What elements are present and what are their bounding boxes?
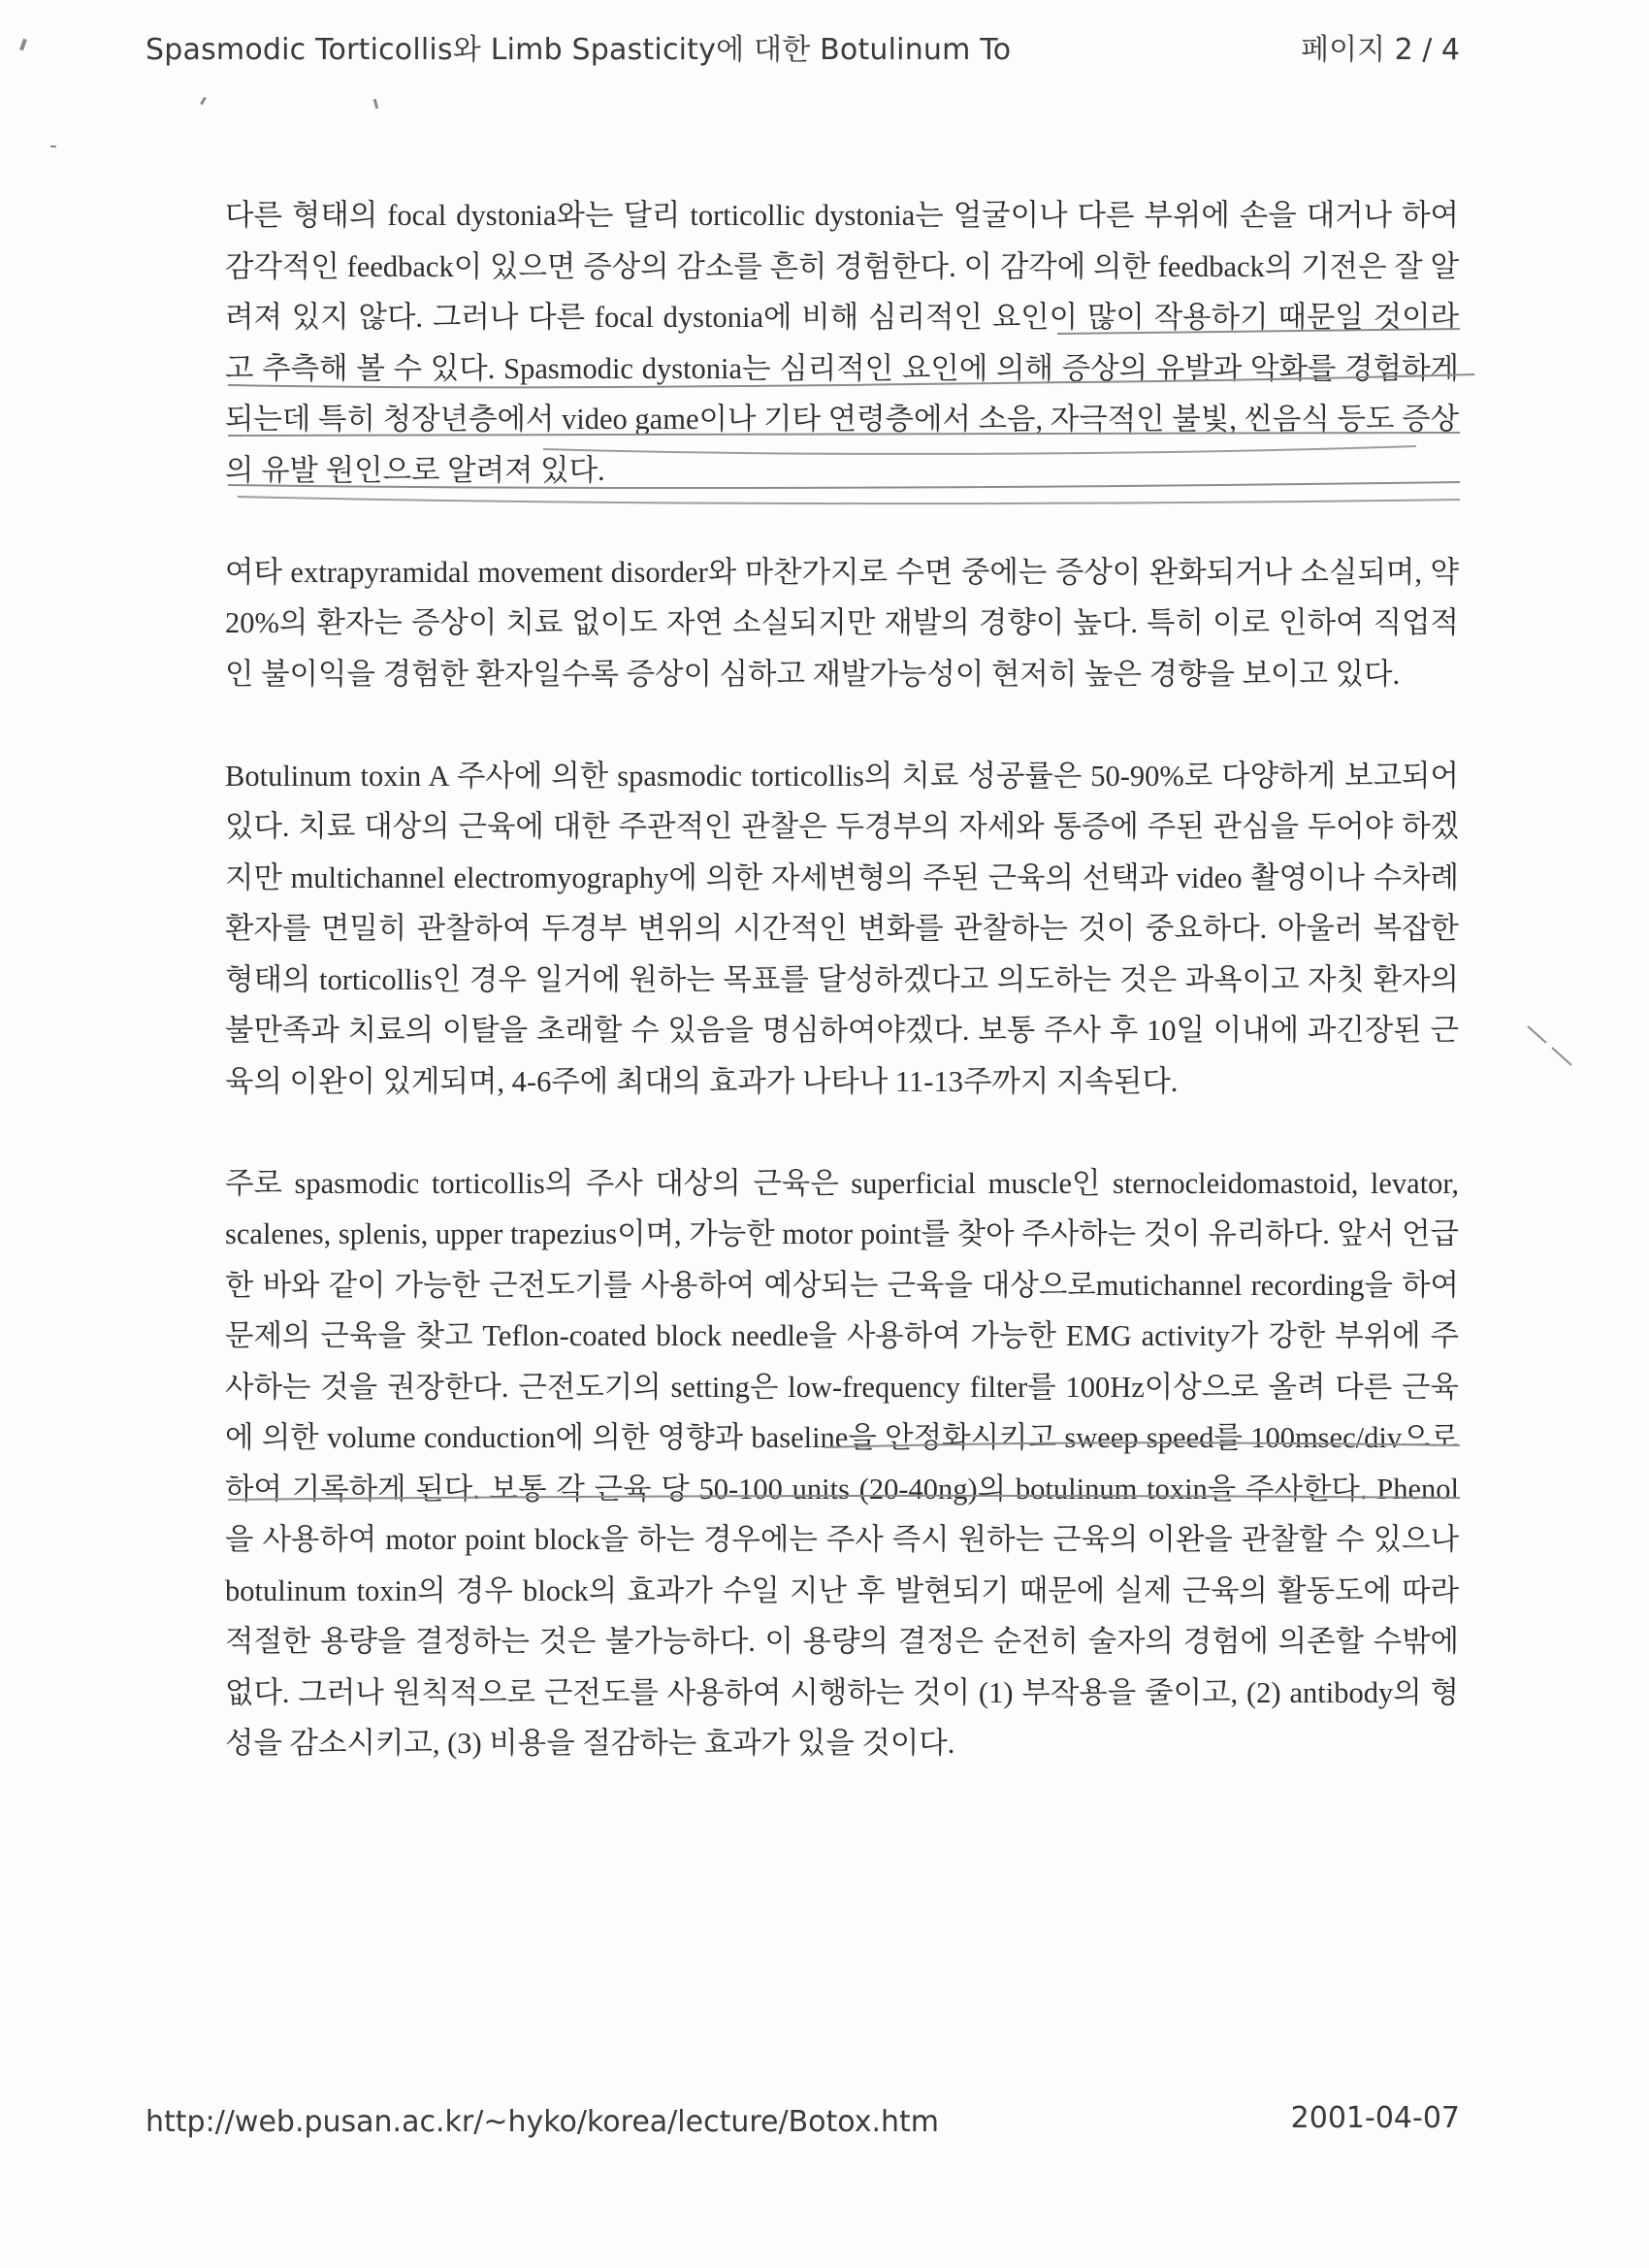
pencil-stroke (1528, 1026, 1546, 1043)
footer-date: 2001-04-07 (1290, 2101, 1460, 2135)
footer-url: http://web.pusan.ac.kr/~hyko/korea/lecture/Botox.htm (146, 2105, 939, 2139)
scan-speck (50, 146, 56, 147)
body-paragraph: 주로 spasmodic torticollis의 주사 대상의 근육은 superficial muscle인 sternocleidomastoid, levator, scalenes, splenis, upper trapezius이며, 가능한 motor point를 찾아 주사하는 것이 유리하다. 앞서 언급한 바와 같이 가능한 근전도기를 사용하여 예상되는 근육을 대상으로mutichannel recording을 하여 문제의 근육을 찾고 Teflon-coated block needle을 사용하여 가능한 EMG activity가 강한 부위에 주사하는 것을 권장한다. 근전도기의 setting은 low-frequency filter를 100Hz이상으로 올려 다른 근육에 의한 volume conduction에 의한 영향과 baseline을 안정화시키고 sweep speed를 100msec/div으로 하여 기록하게 된다. 보통 각 근육 당 50-100 units (20-40ng)의 botulinum toxin을 주사한다. Phenol을 사용하여 motor point block을 하는 경우에는 주사 즉시 원하는 근육의 이완을 관찰할 수 있으나 botulinum toxin의 경우 block의 효과가 수일 지난 후 발현되기 때문에 실제 근육의 활동도에 따라 적절한 용량을 결정하는 것은 불가능하다. 이 용량의 결정은 순전히 술자의 경험에 의존할 수밖에 없다. 그러나 원칙적으로 근전도를 사용하여 시행하는 것이 (1) 부작용을 줄이고, (2) antibody의 형성을 감소시키고, (3) 비용을 절감하는 효과가 있을 것이다. (225, 1166, 1459, 1760)
body-paragraph: 여타 extrapyramidal movement disorder와 마찬가지로 수면 중에는 증상이 완화되거나 소실되며, 약 20%의 환자는 증상이 치료 없이도 자연 소실되지만 재발의 경향이 높다. 특히 이로 인하여 직업적인 불이익을 경험한 환자일수록 증상이 심하고 재발가능성이 현저히 높은 경향을 보이고 있다. (225, 555, 1459, 691)
body-paragraph: 다른 형태의 focal dystonia와는 달리 torticollic dystonia는 얼굴이나 다른 부위에 손을 대거나 하여 감각적인 feedback이 있으면 증상의 감소를 흔히 경험한다. 이 감각에 의한 feedback의 기전은 잘 알려져 있지 않다. 그러나 다른 focal dystonia에 비해 심리적인 요인이 많이 작용하기 때문일 것이라고 추측해 볼 수 있다. Spasmodic dystonia는 심리적인 요인에 의해 증상의 유발과 악화를 경험하게 되는데 특히 청장년층에서 video game이나 기타 연령층에서 소음, 자극적인 불빛, 씬음식 등도 증상의 유발 원인으로 알려져 있다. (225, 199, 1459, 487)
body-paragraph: Botulinum toxin A 주사에 의한 spasmodic torticollis의 치료 성공률은 50-90%로 다양하게 보고되어 있다. 치료 대상의 근육에 대한 주관적인 관찰은 두경부의 자세와 통증에 주된 관심을 두어야 하겠지만 multichannel electromyography에 의한 자세변형의 주된 근육의 선택과 video 촬영이나 수차례 환자를 면밀히 관찰하여 두경부 변위의 시간적인 변화를 관찰하는 것이 중요하다. 아울러 복잡한 형태의 torticollis인 경우 일거에 원하는 목표를 달성하겠다고 의도하는 것은 과욕이고 자칫 환자의 불만족과 치료의 이탈을 초래할 수 있음을 명심하여야겠다. 보통 주사 후 10일 이내에 과긴장된 근육의 이완이 있게되며, 4-6주에 최대의 효과가 나타나 11-13주까지 지속된다. (225, 759, 1459, 1098)
scan-speck (19, 39, 27, 51)
scan-speck (373, 99, 378, 109)
page-header-title: Spasmodic Torticollis와 Limb Spasticity에 대한 Botulinum To (146, 33, 1012, 67)
scan-speck (200, 97, 207, 105)
article-body (225, 190, 1459, 1769)
page-number: 페이지 2 / 4 (1301, 33, 1460, 67)
pencil-stroke (1552, 1048, 1571, 1065)
